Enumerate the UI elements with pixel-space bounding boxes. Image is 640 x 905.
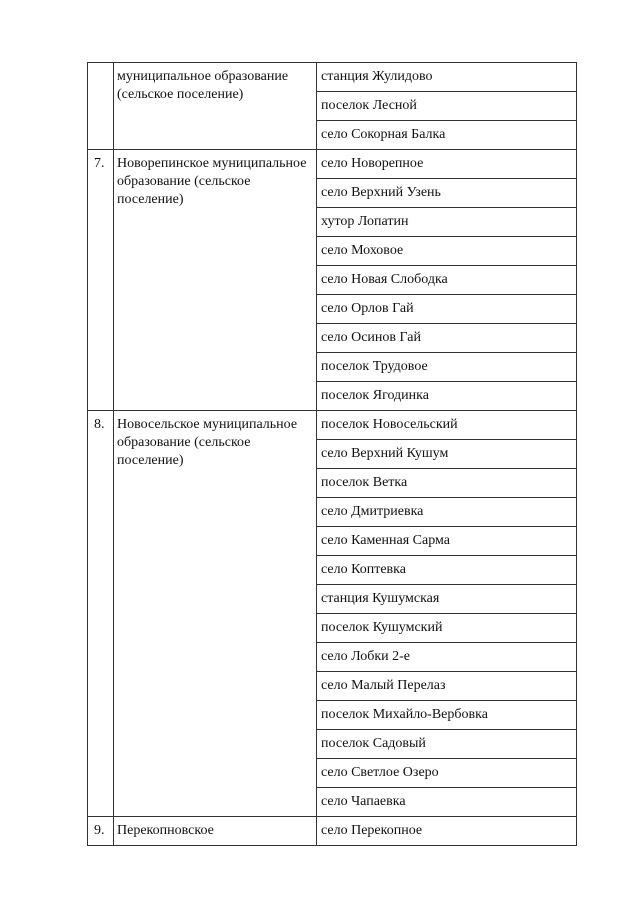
settlement-name: село Чапаевка bbox=[321, 794, 406, 809]
row-number: 8. bbox=[88, 411, 114, 817]
settlement-cell bbox=[317, 469, 577, 498]
settlement-cell bbox=[317, 121, 577, 150]
settlement-cell bbox=[317, 382, 577, 411]
settlements-table-body bbox=[88, 63, 577, 846]
settlement-name: поселок Ветка bbox=[321, 475, 408, 490]
settlement-name: поселок Садовый bbox=[321, 736, 426, 751]
settlement-cell bbox=[317, 63, 577, 92]
table-row bbox=[88, 63, 577, 92]
settlement-cell bbox=[317, 527, 577, 556]
settlement-name: поселок Лесной bbox=[321, 98, 417, 113]
settlement-cell bbox=[317, 672, 577, 701]
settlement-name: хутор Лопатин bbox=[321, 214, 409, 229]
settlement-name: поселок Кушумский bbox=[321, 620, 443, 635]
settlement-name: село Новая Слободка bbox=[321, 272, 448, 287]
municipality-name: муниципальное образование (сельское поселение) bbox=[114, 63, 317, 150]
settlement-name: поселок Новосельский bbox=[321, 417, 458, 432]
municipality-name: Новорепинское муниципальное образование (сельское поселение) bbox=[114, 150, 317, 411]
settlement-cell bbox=[317, 295, 577, 324]
settlement-name: село Перекопное bbox=[321, 823, 423, 838]
settlement-cell bbox=[317, 498, 577, 527]
municipality-name: Перекопновское bbox=[114, 817, 317, 846]
row-number bbox=[88, 63, 114, 150]
settlement-cell bbox=[317, 440, 577, 469]
settlement-name: поселок Ягодинка bbox=[321, 388, 429, 403]
settlement-name: село Дмитриевка bbox=[321, 504, 424, 519]
settlement-cell bbox=[317, 237, 577, 266]
settlement-cell bbox=[317, 817, 577, 846]
table-row bbox=[88, 817, 577, 846]
settlement-name: село Каменная Сарма bbox=[321, 533, 450, 548]
settlement-cell bbox=[317, 701, 577, 730]
settlement-cell bbox=[317, 643, 577, 672]
settlement-cell bbox=[317, 353, 577, 382]
table-row bbox=[88, 150, 577, 179]
settlement-name: село Малый Перелаз bbox=[321, 678, 446, 693]
settlement-name: станция Жулидово bbox=[321, 69, 433, 84]
settlement-name: село Лобки 2-е bbox=[321, 649, 411, 664]
settlement-name: село Сокорная Балка bbox=[321, 127, 446, 142]
settlement-name: село Моховое bbox=[321, 243, 404, 258]
settlement-cell bbox=[317, 585, 577, 614]
table-row bbox=[88, 411, 577, 440]
settlement-cell bbox=[317, 788, 577, 817]
settlement-cell bbox=[317, 92, 577, 121]
settlement-name: поселок Трудовое bbox=[321, 359, 428, 374]
settlement-cell bbox=[317, 266, 577, 295]
settlement-name: село Верхний Кушум bbox=[321, 446, 449, 461]
settlement-name: село Орлов Гай bbox=[321, 301, 414, 316]
settlement-cell bbox=[317, 179, 577, 208]
settlement-cell bbox=[317, 614, 577, 643]
settlement-name: станция Кушумская bbox=[321, 591, 440, 606]
row-number: 9. bbox=[88, 817, 114, 846]
settlement-cell bbox=[317, 411, 577, 440]
settlements-table bbox=[87, 62, 577, 846]
settlement-cell bbox=[317, 150, 577, 179]
settlement-cell bbox=[317, 324, 577, 353]
settlement-name: село Верхний Узень bbox=[321, 185, 441, 200]
settlement-cell bbox=[317, 730, 577, 759]
settlement-cell bbox=[317, 759, 577, 788]
settlement-cell bbox=[317, 556, 577, 585]
settlement-name: село Новорепное bbox=[321, 156, 424, 171]
settlement-name: село Осинов Гай bbox=[321, 330, 421, 345]
settlement-cell bbox=[317, 208, 577, 237]
row-number: 7. bbox=[88, 150, 114, 411]
settlement-name: село Светлое Озеро bbox=[321, 765, 439, 780]
settlement-name: поселок Михайло-Вербовка bbox=[321, 707, 488, 722]
settlement-name: село Коптевка bbox=[321, 562, 406, 577]
municipality-name: Новосельское муниципальное образование (сельское поселение) bbox=[114, 411, 317, 817]
